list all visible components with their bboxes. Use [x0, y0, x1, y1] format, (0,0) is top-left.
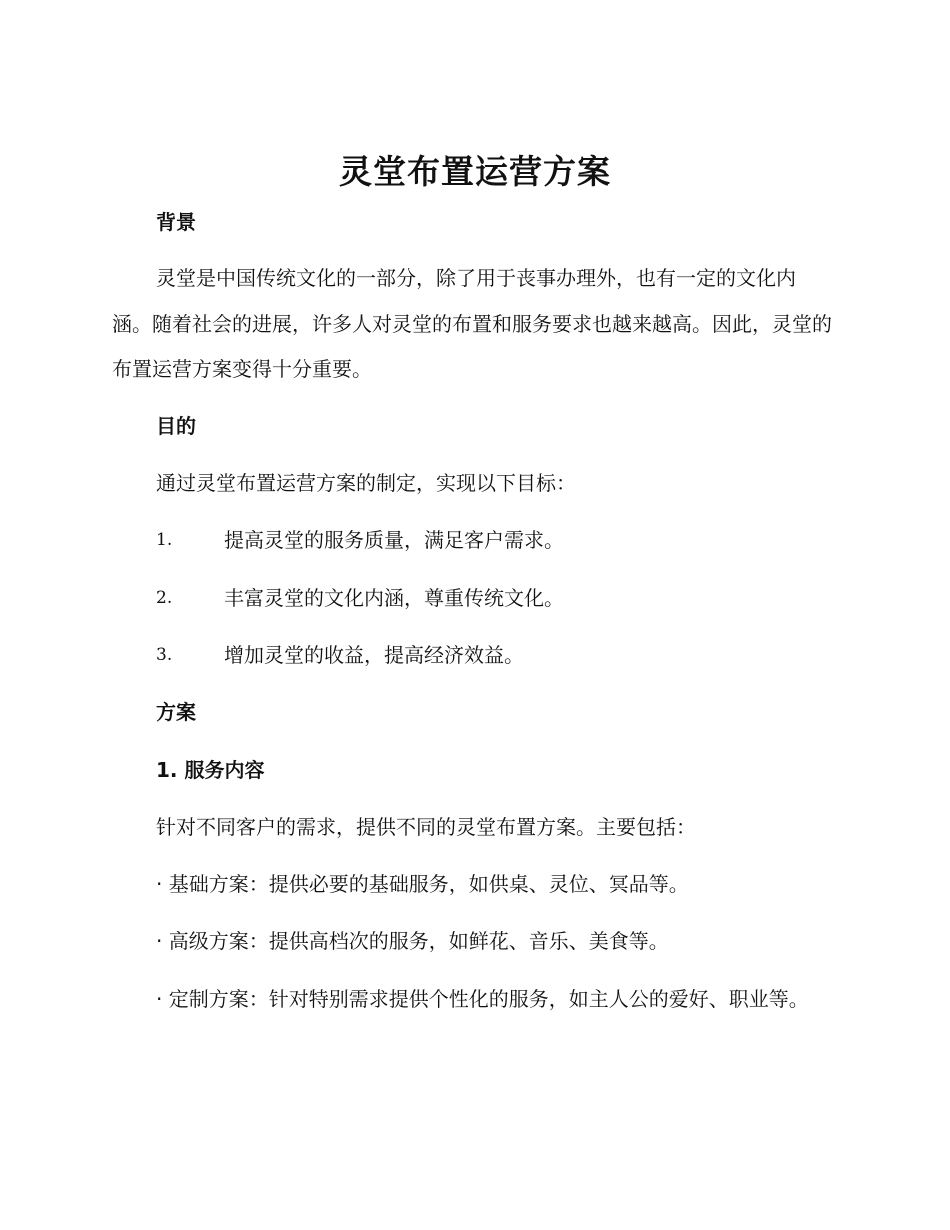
- bullet-custom-plan: · 定制方案：针对特别需求提供个性化的服务，如主人公的爱好、职业等。: [156, 987, 809, 1011]
- list-text: 增加灵堂的收益，提高经济效益。: [224, 643, 524, 667]
- section-heading-purpose: 目的: [156, 414, 196, 438]
- list-text: 提高灵堂的服务质量，满足客户需求。: [224, 528, 564, 552]
- subsection-heading-service-content: 1. 服务内容: [156, 758, 265, 782]
- list-number: 2.: [156, 588, 173, 608]
- background-paragraph: 灵堂是中国传统文化的一部分，除了用于丧事办理外，也有一定的文化内涵。随着社会的进展，许多人对灵堂的布置和服务要求也越来越高。因此，灵堂的布置运营方案变得十分重要。: [112, 266, 832, 381]
- list-text: 丰富灵堂的文化内涵，尊重传统文化。: [224, 586, 564, 610]
- section-heading-plan: 方案: [156, 700, 196, 724]
- purpose-intro: 通过灵堂布置运营方案的制定，实现以下目标：: [156, 471, 576, 495]
- list-number: 3.: [156, 645, 173, 665]
- list-number: 1.: [156, 530, 173, 550]
- bullet-advanced-plan: · 高级方案：提供高档次的服务，如鲜花、音乐、美食等。: [156, 929, 669, 953]
- plan-intro: 针对不同客户的需求，提供不同的灵堂布置方案。主要包括：: [156, 815, 696, 839]
- section-heading-background: 背景: [156, 210, 196, 234]
- document-title: 灵堂布置运营方案: [339, 152, 611, 191]
- bullet-basic-plan: · 基础方案：提供必要的基础服务，如供桌、灵位、冥品等。: [156, 872, 689, 896]
